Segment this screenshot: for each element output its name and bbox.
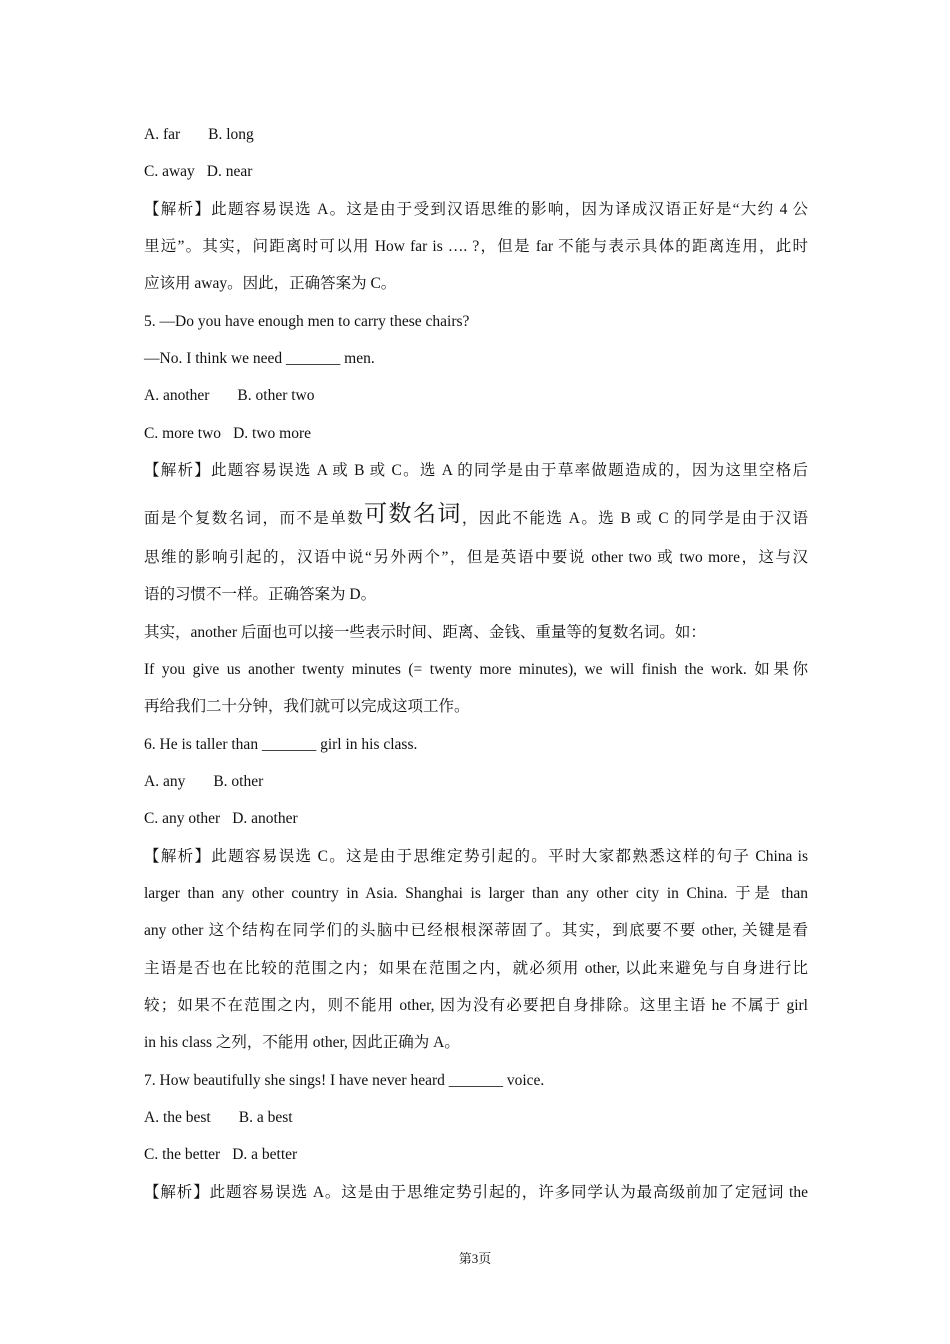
q4-options-row-1 — [144, 125, 808, 145]
q6-question: 6. He is taller than _______ girl in his class. — [144, 736, 418, 753]
q5-option-d: D. two more — [233, 425, 311, 442]
q6-analysis-line-2: larger than any other country in Asia. Shanghai is larger than any other city in China. 于是 than — [144, 885, 808, 902]
q6-option-c: C. any other — [144, 810, 221, 827]
q6-analysis-line-1: 【解析】此题容易误选 C。这是由于思维定势引起的。平时大家都熟悉这样的句子 China is — [144, 848, 808, 865]
q7-analysis-line-1: 【解析】此题容易误选 A。这是由于思维定势引起的，许多同学认为最高级前加了定冠词 the — [144, 1184, 808, 1201]
q5-analysis-line-2-pre: 面是个复数名词，而不是单数 — [144, 510, 365, 527]
q5-analysis-emphasis: 可数名词 — [364, 501, 462, 527]
q6-option-b: B. other — [213, 773, 264, 790]
q4-analysis-line-2: 里远”。其实，问距离时可以用 How far is …. ?，但是 far 不能与表示具体的距离连用，此时 — [144, 238, 808, 255]
q4-option-b: B. long — [208, 126, 254, 143]
q5-analysis-line-4: 语的习惯不一样。正确答案为 D。 — [144, 586, 377, 603]
q5-analysis-line-2-post: ，因此不能选 A。选 B 或 C 的同学是由于汉语 — [461, 510, 808, 527]
q7-options-row-2 — [144, 1145, 808, 1165]
q6-analysis-line-6: in his class 之列，不能用 other, 因此正确为 A。 — [144, 1034, 460, 1051]
q5-question: 5. —Do you have enough men to carry these chairs? — [144, 313, 470, 330]
q5-option-a: A. another — [144, 387, 210, 404]
q7-options-row-1 — [144, 1108, 808, 1128]
q6-analysis-line-3: any other 这个结构在同学们的头脑中已经根根深蒂固了。其实，到底要不要 other, 关键是看 — [144, 922, 808, 939]
q4-option-d: D. near — [206, 163, 253, 180]
q6-option-a: A. any — [144, 773, 186, 790]
q7-question: 7. How beautifully she sings! I have never heard _______ voice. — [144, 1072, 545, 1089]
q5-note: 其实，another 后面也可以接一些表示时间、距离、金钱、重量等的复数名词。如： — [144, 624, 706, 641]
q6-option-d: D. another — [232, 810, 298, 827]
q4-analysis-line-3: 应该用 away。因此，正确答案为 C。 — [144, 275, 397, 292]
q6-analysis-line-4: 主语是否也在比较的范围之内；如果在范围之内，就必须用 other, 以此来避免与自身进行比 — [144, 960, 808, 977]
q5-example: If you give us another twenty minutes (= twenty more minutes), we will finish the work. 如果你 — [144, 661, 808, 678]
q6-analysis-line-5: 较；如果不在范围之内，则不能用 other, 因为没有必要把自身排除。这里主语 he 不属于 girl — [144, 997, 808, 1014]
q7-option-a: A. the best — [144, 1109, 211, 1126]
page-number: 第3页 — [458, 1251, 492, 1266]
q5-analysis-line-2 — [144, 501, 808, 529]
q5-answer-line: —No. I think we need _______ men. — [144, 350, 375, 367]
q5-option-c: C. more two — [144, 425, 222, 442]
q7-option-d: D. a better — [232, 1146, 298, 1163]
q4-analysis-line-1: 【解析】此题容易误选 A。这是由于受到汉语思维的影响，因为译成汉语正好是“大约 4 公 — [144, 201, 808, 218]
q7-option-b: B. a best — [238, 1109, 293, 1126]
q5-options-row-2 — [144, 424, 808, 444]
q5-options-row-1 — [144, 386, 808, 406]
q4-option-a: A. far — [144, 126, 181, 143]
q5-option-b: B. other two — [237, 387, 315, 404]
q5-example-translation: 再给我们二十分钟，我们就可以完成这项工作。 — [144, 698, 470, 715]
q5-analysis-line-1: 【解析】此题容易误选 A 或 B 或 C。选 A 的同学是由于草率做题造成的，因为这里空格后 — [144, 462, 808, 479]
q6-options-row-2 — [144, 809, 808, 829]
q6-options-row-1 — [144, 772, 808, 792]
q5-analysis-line-3: 思维的影响引起的，汉语中说“另外两个”，但是英语中要说 other two 或 two more，这与汉 — [144, 549, 808, 566]
q4-options-row-2 — [144, 162, 808, 182]
q7-option-c: C. the better — [144, 1146, 221, 1163]
q4-option-c: C. away — [144, 163, 195, 180]
